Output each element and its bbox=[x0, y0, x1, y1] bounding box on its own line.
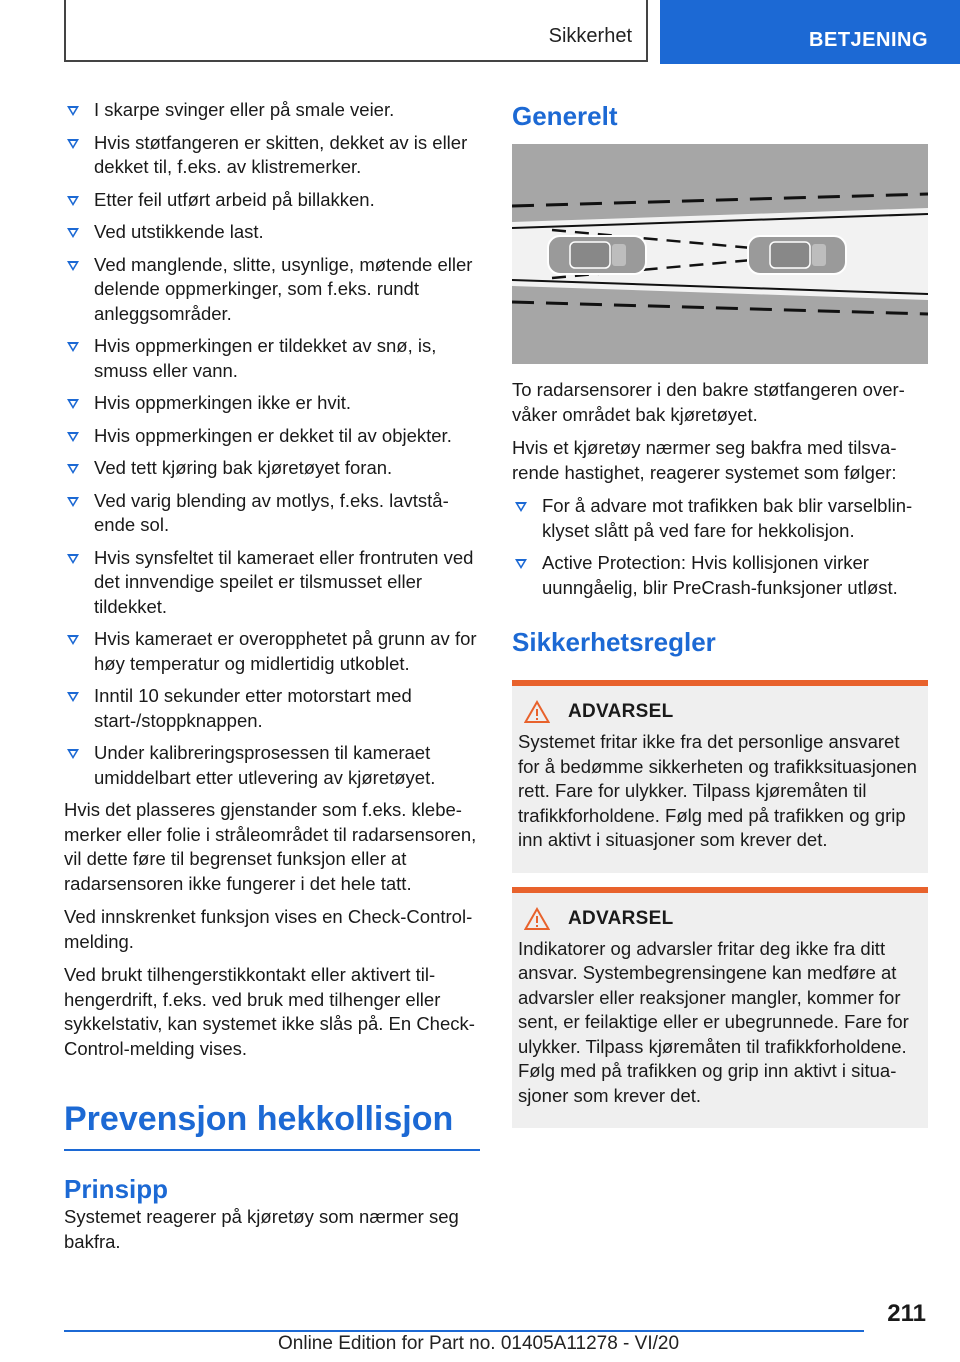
header-chapter-tab bbox=[660, 0, 960, 64]
warning-text: Indikatorer og advarsler fritar deg ikke fra ditt ansvar. Systembegrensingene kan medføre at advarsler eller reaksjoner mangler, kommer for sent, er feilaktige eller er ubegrunnede. Fare for ulykker. Tilpass kjøremåten til trafikkforholdene. Følg med på trafikken og grip inn aktivt i situasjoner som krever det. bbox=[518, 937, 909, 1106]
list-item: Etter feil utført arbeid på billakken. bbox=[64, 188, 480, 213]
bullet-triangle-icon bbox=[67, 399, 79, 409]
bullet-triangle-icon bbox=[67, 261, 79, 271]
bullet-triangle-icon bbox=[67, 554, 79, 564]
bullet-triangle-icon bbox=[515, 559, 527, 569]
general-heading: Generelt bbox=[512, 101, 618, 131]
list-item: Hvis oppmerkingen er tildekket av snø, is, smuss eller vann. bbox=[64, 334, 480, 383]
list-item: Ved tett kjøring bak kjøretøyet foran. bbox=[64, 456, 480, 481]
list-item: Under kalibreringsprosessen til kameraet umiddelbart etter utlevering av kjøretøyet. bbox=[64, 741, 480, 790]
warning-triangle-icon bbox=[524, 700, 550, 724]
bullet-triangle-icon bbox=[67, 692, 79, 702]
page-number: 211 bbox=[887, 1300, 926, 1327]
footer-edition: Online Edition for Part no. 01405A11278 - VI/20 bbox=[278, 1333, 680, 1354]
header-chapter-title: BETJENING bbox=[809, 29, 928, 51]
bullet-triangle-icon bbox=[67, 342, 79, 352]
chapter-title: Prevensjon hekkollisjon bbox=[64, 1099, 480, 1151]
bullet-triangle-icon bbox=[67, 106, 79, 116]
list-item: Active Protection: Hvis kollisjonen virker uunngåelig, blir PreCrash-funksjoner utløst. bbox=[512, 551, 928, 600]
general-paragraph: Hvis et kjøretøy nærmer seg bakfra med tilsvarende hastighet, reagerer systemet som følger: bbox=[512, 437, 897, 483]
list-item: Inntil 10 sekunder etter motorstart med start-/stoppknappen. bbox=[64, 684, 480, 733]
body-paragraph: Ved brukt tilhengerstikkontakt eller aktivert tilhengerdrift, f.eks. ved bruk med tilhenger eller sykkelstativ, kan systemet ikke slås på. En Check-Control-melding vises. bbox=[64, 964, 475, 1059]
following-car-icon bbox=[548, 236, 646, 274]
list-item: I skarpe svinger eller på smale veier. bbox=[64, 98, 480, 123]
list-item: Hvis kameraet er overopphetet på grunn av for høy temperatur og midlertidig utkoblet. bbox=[64, 627, 480, 676]
bullet-triangle-icon bbox=[67, 228, 79, 238]
list-item: Ved manglende, slitte, usynlige, møtende eller delende oppmerkinger, som f.eks. rundt anleggsområder. bbox=[64, 253, 480, 327]
body-paragraph: Hvis det plasseres gjenstander som f.eks. klebemerker eller folie i stråleområdet til radarsensoren, vil dette føre til begrenset funksjon eller at radarsensoren ikke fungerer i det hele tatt. bbox=[64, 799, 477, 894]
warning-box bbox=[512, 887, 928, 1129]
reaction-list bbox=[512, 494, 928, 600]
bullet-triangle-icon bbox=[67, 196, 79, 206]
header-section-title: Sikkerhet bbox=[548, 25, 632, 47]
list-item: Hvis støtfangeren er skitten, dekket av is eller dekket til, f.eks. av klistremerker. bbox=[64, 131, 480, 180]
warning-title: ADVARSEL bbox=[568, 907, 674, 929]
warning-title: ADVARSEL bbox=[568, 701, 674, 722]
header-section-box bbox=[64, 0, 648, 62]
bullet-triangle-icon bbox=[67, 749, 79, 759]
list-item: For å advare mot trafikken bak blir varselblinklyset slått på ved fare for hekkolisjon. bbox=[512, 494, 928, 543]
rear-radar-illustration bbox=[512, 144, 928, 364]
warning-text: Systemet fritar ikke fra det personlige ansvaret for å bedømme sikkerheten og trafikksituasjonen rett. Fare for ulykker. Tilpass kjøremåten til trafikkforholdene. Følg med på trafikken og grip inn aktivt i situasjoner som krever det. bbox=[518, 731, 917, 850]
bullet-triangle-icon bbox=[67, 635, 79, 645]
list-item: Ved utstikkende last. bbox=[64, 220, 480, 245]
bullet-triangle-icon bbox=[67, 464, 79, 474]
list-item: Ved varig blending av motlys, f.eks. lavtstående sol. bbox=[64, 489, 480, 538]
general-paragraph: To radarsensorer i den bakre støtfangeren overvåker området bak kjøretøyet. bbox=[512, 379, 905, 425]
list-item: Hvis oppmerkingen er dekket til av objekter. bbox=[64, 424, 480, 449]
safety-heading: Sikkerhetsregler bbox=[512, 627, 716, 657]
limitations-list bbox=[64, 98, 480, 790]
vehicle-car-icon bbox=[748, 236, 846, 274]
bullet-triangle-icon bbox=[67, 432, 79, 442]
bullet-triangle-icon bbox=[67, 139, 79, 149]
warning-triangle-icon bbox=[524, 907, 550, 931]
footer-divider bbox=[64, 1330, 864, 1332]
list-item: Hvis oppmerkingen ikke er hvit. bbox=[64, 391, 480, 416]
right-column bbox=[512, 100, 928, 1142]
rear-radar-illustration-svg bbox=[512, 144, 928, 364]
list-item: Hvis synsfeltet til kameraet eller frontruten ved det innvendige speilet er tilsmusset eller tildekket. bbox=[64, 546, 480, 620]
bullet-triangle-icon bbox=[67, 497, 79, 507]
body-paragraph: Ved innskrenket funksjon vises en Check-Control-melding. bbox=[64, 906, 473, 952]
bullet-triangle-icon bbox=[515, 502, 527, 512]
warning-box bbox=[512, 680, 928, 873]
left-column bbox=[64, 98, 480, 1263]
principle-text: Systemet reagerer på kjøretøy som nærmer seg bakfra. bbox=[64, 1206, 459, 1252]
principle-heading: Prinsipp bbox=[64, 1174, 169, 1204]
